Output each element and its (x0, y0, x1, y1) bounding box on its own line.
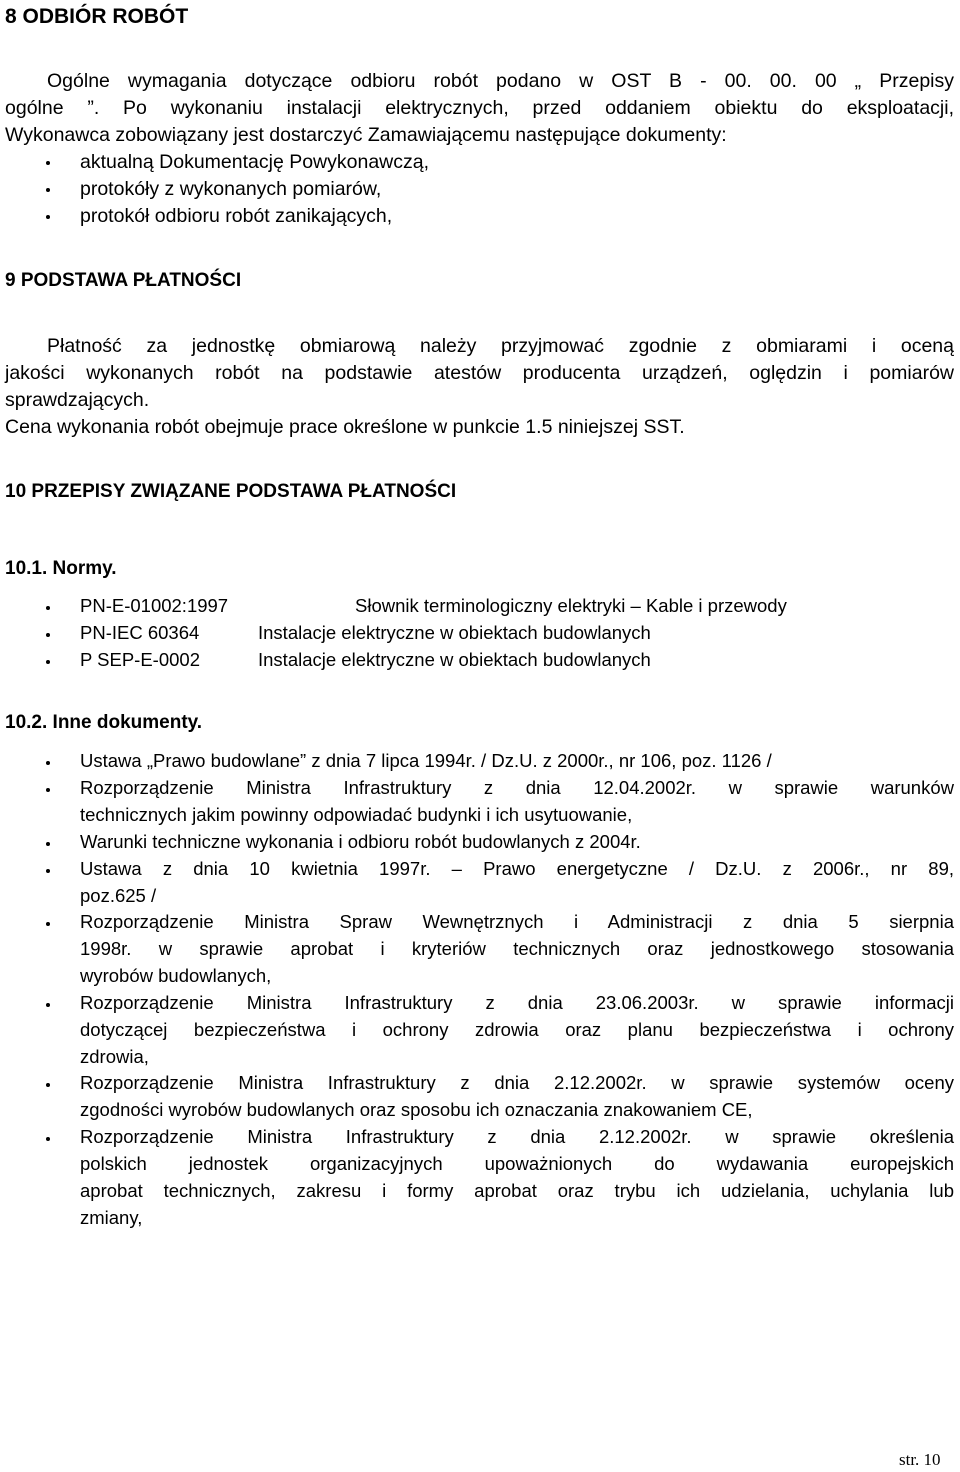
doc-8-line-2: polskich jednostek organizacyjnych upoważnionych do wydawania europejskich (80, 1153, 954, 1174)
doc-2-line-1: Rozporządzenie Ministra Infrastruktury z dnia 12.04.2002r. w sprawie warunków (80, 777, 954, 798)
doc-4-line-1: Ustawa z dnia 10 kwietnia 1997r. – Prawo energetyczne / Dz.U. z 2006r., nr 89, (80, 858, 954, 879)
doc-5-line-1: Rozporządzenie Ministra Spraw Wewnętrznych i Administracji z dnia 5 sierpnia (80, 911, 954, 932)
s9-text-line-3: sprawdzających. (5, 389, 150, 411)
bullet-icon (46, 1003, 50, 1007)
norm-desc-3: Instalacje elektryczne w obiektach budowlanych (258, 649, 651, 670)
s8-intro-line-2: ogólne ”. Po wykonaniu instalacji elektrycznych, przed oddaniem obiektu do eksploatacji, (5, 97, 954, 119)
doc-6-line-1: Rozporządzenie Ministra Infrastruktury z dnia 23.06.2003r. w sprawie informacji (80, 992, 954, 1013)
doc-3-line-1: Warunki techniczne wykonania i odbioru robót budowlanych z 2004r. (80, 831, 641, 852)
norm-code-3: P SEP-E-0002 (80, 649, 200, 670)
bullet-icon (46, 922, 50, 926)
doc-1-line-1: Ustawa „Prawo budowlane” z dnia 7 lipca 1994r. / Dz.U. z 2000r., nr 106, poz. 1126 / (80, 750, 772, 771)
s9-text-line-4: Cena wykonania robót obejmuje prace określone w punkcie 1.5 niniejszej SST. (5, 416, 685, 438)
norm-code-2: PN-IEC 60364 (80, 622, 200, 643)
doc-2-line-2: technicznych jakim powinny odpowiadać budynki i ich usytuowanie, (80, 804, 633, 825)
section-9-title: 9 PODSTAWA PŁATNOŚCI (5, 270, 242, 291)
bullet-icon (46, 633, 50, 637)
doc-5-line-2: 1998r. w sprawie aprobat i kryteriów technicznych oraz jednostkowego stosowania (80, 938, 954, 959)
section-10-title: 10 PRZEPISY ZWIĄZANE PODSTAWA PŁATNOŚCI (5, 481, 457, 502)
doc-8-line-4: zmiany, (80, 1207, 143, 1228)
s8-list-item-1: aktualną Dokumentację Powykonawczą, (80, 151, 430, 173)
bullet-icon (46, 1137, 50, 1141)
s8-intro-line-1: Ogólne wymagania dotyczące odbioru robót podano w OST B - 00. 00. 00 „ Przepisy (47, 70, 954, 92)
doc-8-line-3: aprobat technicznych, zakresu i formy aprobat oraz trybu ich udzielania, uchylania lub (80, 1180, 954, 1201)
norms-heading: 10.1. Normy. (5, 558, 117, 579)
bullet-icon (46, 842, 50, 846)
doc-7-line-1: Rozporządzenie Ministra Infrastruktury z dnia 2.12.2002r. w sprawie systemów oceny (80, 1072, 954, 1093)
s9-text-line-2: jakości wykonanych robót na podstawie atestów producenta urządzeń, oględzin i pomiarów (5, 362, 954, 384)
s8-list-item-3: protokół odbioru robót zanikających, (80, 205, 393, 227)
page-number: str. 10 (899, 1450, 941, 1469)
s8-list-item-2: protokóły z wykonanych pomiarów, (80, 178, 382, 200)
doc-7-line-2: zgodności wyrobów budowlanych oraz sposobu ich oznaczania znakowaniem CE, (80, 1099, 753, 1120)
bullet-icon (46, 869, 50, 873)
s9-text-line-1: Płatność za jednostkę obmiarową należy przyjmować zgodnie z obmiarami i oceną (47, 335, 954, 357)
bullet-icon (46, 1083, 50, 1087)
bullet-icon (46, 788, 50, 792)
doc-5-line-3: wyrobów budowlanych, (80, 965, 272, 986)
bullet-icon (46, 161, 50, 165)
doc-8-line-1: Rozporządzenie Ministra Infrastruktury z dnia 2.12.2002r. w sprawie określenia (80, 1126, 954, 1147)
other-docs-heading: 10.2. Inne dokumenty. (5, 712, 203, 733)
norm-code-1: PN-E-01002:1997 (80, 595, 229, 616)
bullet-icon (46, 606, 50, 610)
doc-6-line-3: zdrowia, (80, 1046, 149, 1067)
bullet-icon (46, 660, 50, 664)
bullet-icon (46, 188, 50, 192)
s8-intro-line-3: Wykonawca zobowiązany jest dostarczyć Zamawiającemu następujące dokumenty: (5, 124, 727, 146)
norm-desc-2: Instalacje elektryczne w obiektach budowlanych (258, 622, 651, 643)
bullet-icon (46, 215, 50, 219)
doc-6-line-2: dotyczącej bezpieczeństwa i ochrony zdrowia oraz planu bezpieczeństwa i ochrony (80, 1019, 954, 1040)
norm-desc-1: Słownik terminologiczny elektryki – Kable i przewody (355, 595, 787, 616)
bullet-icon (46, 761, 50, 765)
doc-4-line-2: poz.625 / (80, 885, 157, 906)
section-8-title: 8 ODBIÓR ROBÓT (5, 5, 189, 28)
